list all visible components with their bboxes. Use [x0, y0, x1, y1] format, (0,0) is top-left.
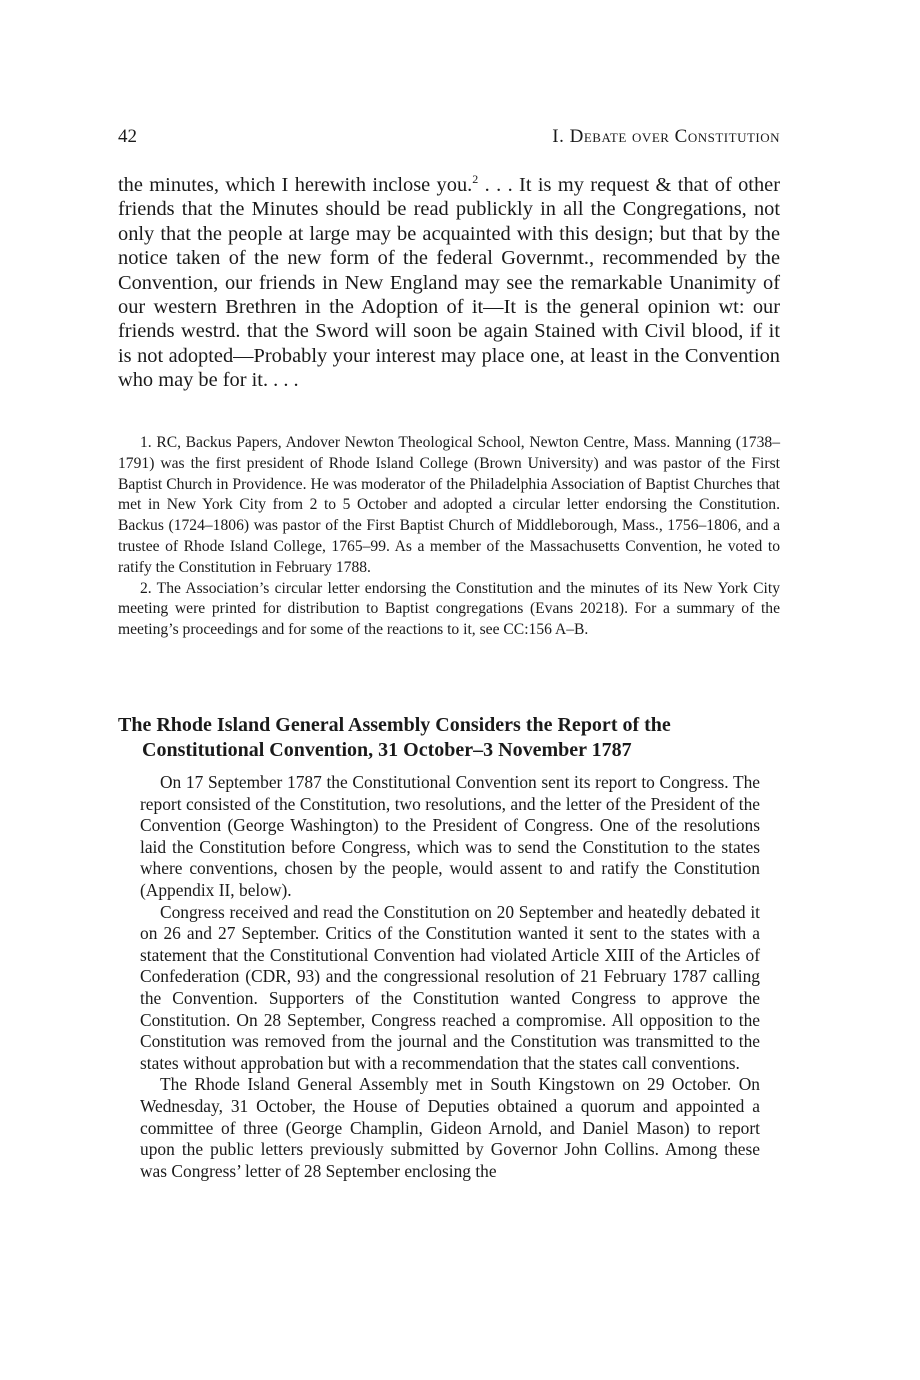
section-paragraph-3: The Rhode Island General Assembly met in South Kingstown on 29 October. On Wednesday, 31 October, the House of Deputies obtained a quorum and appointed a committee of three (George Champlin, Gideon Arnold, and Daniel Mason) to report upon the public letters previously submitted by Governor John Collins. Among these was Congress’ letter of 28 September enclosing the	[140, 1074, 760, 1181]
section-body	[140, 772, 760, 1182]
footnote-reference: 2	[472, 172, 479, 187]
footnotes	[118, 433, 780, 641]
section-paragraph-1: On 17 September 1787 the Constitutional Convention sent its report to Congress. The report consisted of the Constitution, two resolutions, and the letter of the President of the Convention (George Washington) to the President of Congress. One of the resolutions laid the Constitution before Congress, which was to send the Constitution to the states where conventions, chosen by the people, would assent to and ratify the Constitution (Appendix II, below).	[140, 772, 760, 900]
continued-letter-text	[118, 173, 780, 393]
footnote-2: 2. The Association’s circular letter endorsing the Constitution and the minutes of its New York City meeting were printed for distribution to Baptist congregations (Evans 20218). For a summary of the meeting’s proceedings and for some of the reactions to it, see CC:156 A–B.	[118, 579, 780, 639]
running-head: I. Debate over Constitution	[552, 126, 780, 147]
section-paragraph-2: Congress received and read the Constitution on 20 September and heatedly debated it on 26 and 27 September. Critics of the Constitution wanted it sent to the states with a statement that the Constitutional Convention had violated Article XIII of the Articles of Confederation (CDR, 93) and the congressional resolution of 21 February 1787 calling the Convention. Supporters of the Constitution wanted Congress to approve the Constitution. On 28 September, Congress reached a compromise. All opposition to the Constitution was removed from the journal and the Constitution was transmitted to the states without approbation but with a recommendation that the states call conventions.	[140, 901, 760, 1073]
page-header	[118, 124, 780, 150]
page-number: 42	[118, 126, 137, 147]
letter-text-part-1: the minutes, which I herewith inclose you.	[118, 174, 473, 196]
letter-text-part-2: . . . It is my request & that of other friends that the Minutes should be read publickly in all the Congregations, not only that the people at large may be acquainted with this design; but that by the notice taken of the new form of the federal Governmt., recommended by the Convention, our friends in New England may see the remarkable Unanimity of our western Brethren in the Adoption of it—It is the general opinion wt: our friends westrd. that the Sword will soon be again Stained with Civil blood, if it is not adopted—Probably your interest may place one, at least in the Convention who may be for it. . . .	[118, 174, 781, 392]
footnote-1: 1. RC, Backus Papers, Andover Newton Theological School, Newton Centre, Mass. Manning (1738–1791) was the first president of Rhode Island College (Brown University) and was pastor of the First Baptist Church in Providence. He was moderator of the Philadelphia Association of Baptist Churches that met in New York City from 2 to 5 October and adopted a circular letter endorsing the Constitution. Backus (1724–1806) was pastor of the First Baptist Church of Middleborough, Mass., 1756–1806, and a trustee of Rhode Island College, 1765–99. As a member of the Massachusetts Convention, he voted to ratify the Constitution in February 1788.	[118, 434, 780, 576]
section-heading: The Rhode Island General Assembly Considers the Report of the Constitutional Convention, 31 October–3 November 1787	[118, 714, 671, 761]
